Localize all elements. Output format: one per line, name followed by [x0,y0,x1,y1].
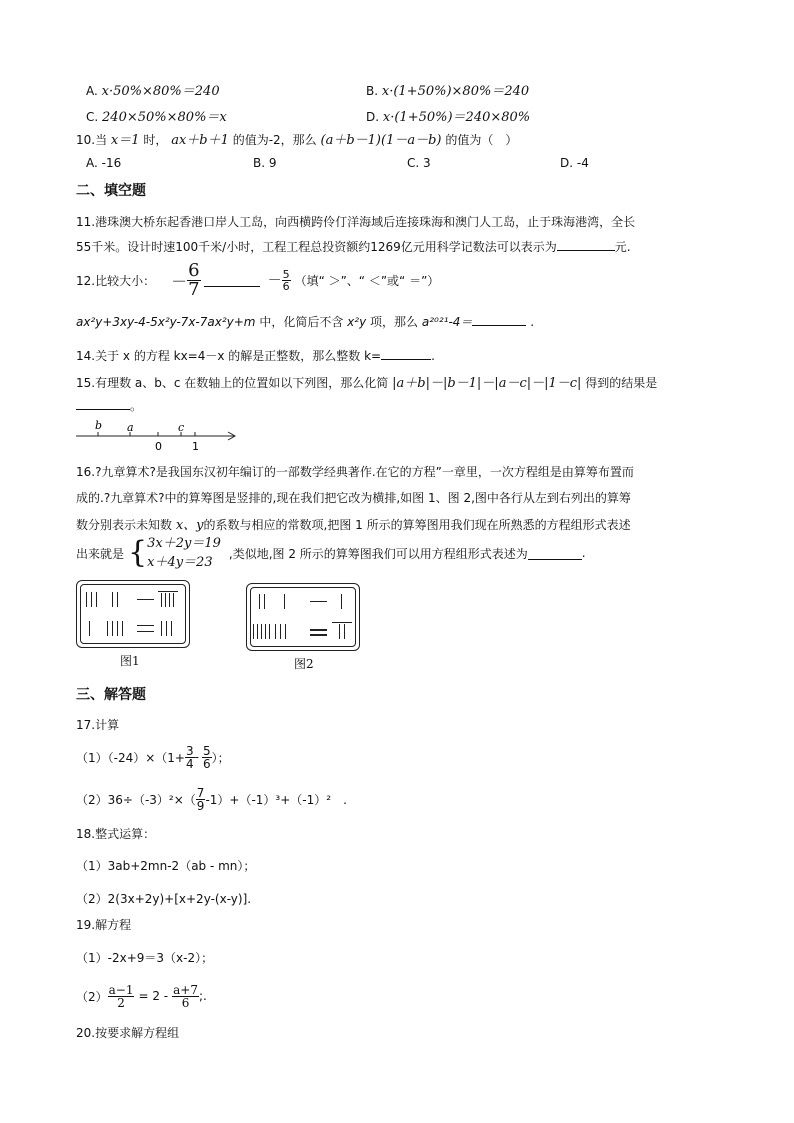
q14-text: . [431,349,435,363]
q16-line1: 16.?九章算术?是我国东汉初年编订的一部数学经典著作.在它的方程”一章里，一次方程组是由算筹布置而 [76,465,634,479]
rod [310,634,327,636]
q10-option-c: C. 3 [407,156,431,170]
fraction-7-9 [196,787,206,812]
q13-term: x²y [347,315,367,329]
q17-text: ）； [211,750,230,765]
label-b: b [95,419,103,432]
answer-blank[interactable] [76,397,130,410]
rod [253,624,254,639]
q11-text: 元. [614,240,631,254]
numerator: 6 [188,259,200,281]
q17-text: -1）+（-1）³+（-1）² . [205,792,347,807]
rod [310,629,327,631]
q14 [76,347,435,364]
q13 [76,313,534,330]
denominator: 6 [172,996,199,1009]
option-expression: x·50%×80%＝240 [101,84,220,99]
rod [161,593,162,607]
rod [161,621,162,636]
q10-math: (a＋b－1)(1－a－b) [320,133,442,148]
rod [344,624,345,639]
answer-blank[interactable] [204,274,260,287]
q13-power: a²⁰²¹-4＝ [421,315,473,329]
option-expression: 240×50%×80%＝x [102,110,227,125]
q12-text: （填“ ＞”、“ ＜”或“ ＝”） [294,273,440,288]
q10-text: 10.当 [76,133,108,147]
figure-2-caption: 图2 [294,657,314,671]
rod [117,592,118,607]
rod [86,592,87,607]
rod [280,624,281,639]
q17-text: （1）（-24）×（1+ [76,750,185,765]
q18-part2: （2）2(3x+2y)+[x+2y-(x-y)]. [76,892,252,906]
q13-text: 项，那么 [370,315,419,329]
numerator: 3 [185,743,194,758]
q16-variables: x、y [175,518,204,533]
q15-text: 15.有理数 a、b、c 在数轴上的位置如以下列图，那么化简 [76,376,389,390]
q13-expression: ax²y+3xy-4-5x²y-7x-7ax²y+m [76,315,256,329]
rod [284,594,285,609]
q12 [76,259,440,300]
rod [265,624,266,639]
q12-text: 12.比较大小： [76,273,156,288]
label-a: a [127,421,134,434]
answer-blank[interactable] [557,238,615,251]
rod [112,592,113,607]
rod [89,621,90,636]
rod [264,594,265,609]
denominator: 4 [185,756,194,771]
rod [165,593,166,607]
q19-text: ;. [198,989,207,1003]
q18-title: 18.整式运算： [76,827,156,841]
q16-text: 的系数与相应的常数项,把图 1 所示的算筹图用我们现在所熟悉的方程组形式表述 [203,518,631,532]
answer-blank[interactable] [528,547,582,560]
answer-blank[interactable] [381,347,431,360]
rod [122,621,123,636]
numerator: a+7 [173,982,198,997]
figure-2-counting-rods [246,583,360,651]
q16-text: . [581,546,586,560]
equation-2: x＋4y＝23 [147,555,213,570]
rod [269,624,270,639]
q11-line2 [76,238,631,255]
answer-blank[interactable] [472,313,526,326]
q16-text: 数分别表示未知数 [76,518,173,532]
rod [275,624,276,639]
number-line [74,418,240,456]
q15-answer-line [76,397,142,414]
q17-part2 [76,783,347,815]
label-c: c [178,421,185,434]
minus-sign: － [171,271,188,291]
option-label: C. [86,110,99,124]
q19-part2 [76,979,207,1013]
figure-1-caption: 图1 [120,654,140,668]
section-heading-solve: 三、解答题 [76,687,146,703]
minus-sign: － [267,273,282,289]
q10-text: 的值为-2，那么 [232,133,317,147]
denominator: 6 [282,279,290,293]
numerator: 7 [196,785,205,800]
rod [91,592,92,607]
q15-text: 。 [130,399,143,413]
option-label: A. [86,84,98,98]
q16-line4 [76,533,586,573]
option-expression: x·(1+50%)＝240×80% [382,110,531,125]
q16-text: 出来就是 [76,546,125,561]
rod [285,624,286,639]
rod [166,621,167,636]
q9-option-c [86,106,227,125]
rod [257,624,258,639]
q17-text: （2）36÷（-3）²×（ [76,792,196,807]
q17-title: 17.计算 [76,718,120,732]
q9-option-b [366,80,529,99]
q16-line2: 成的.?九章算术?中的算筹图是竖排的,现在我们把它改为横排,如图 1、图 2,图中各行从左到右列出的算筹 [76,491,631,505]
q13-text: 中，化简后不含 [259,315,344,329]
denominator: 2 [108,996,135,1009]
q10-option-a: A. -16 [86,156,122,170]
numerator: a−1 [108,982,134,997]
fraction-a-minus-1-over-2 [108,984,135,1009]
q10-stem [76,129,517,148]
denominator: 7 [188,278,200,300]
fraction-6-7 [187,259,200,300]
q17-part1 [76,741,230,773]
figure-1-counting-rods [76,580,190,648]
q9-option-d [366,106,530,125]
q11-text: 55千米。设计时速100千米/小时，工程工程总投资额约1269亿元用科学记数法可以表示为 [76,240,557,254]
rod [137,631,154,632]
q11-line1: 11.港珠澳大桥东起香港口岸人工岛，向西横跨伶仃洋海域后连接珠海和澳门人工岛，止于珠海港湾，全长 [76,215,636,229]
rod [107,621,108,636]
denominator: 6 [202,756,211,771]
section-heading-fill-blank: 二、填空题 [76,183,146,199]
q18-part1: （1）3ab+2mn-2（ab - mn）； [76,859,256,873]
q19-title: 19.解方程 [76,918,132,932]
rod [96,592,97,607]
q10-option-d: D. -4 [560,156,589,170]
rod [261,624,262,639]
option-label: B. [366,84,379,98]
q16-line3 [76,514,631,533]
equation-1: 3x＋2y＝19 [147,536,221,551]
rod [341,594,342,609]
q10-option-b: B. 9 [253,156,277,170]
q15-stem [76,372,657,391]
rod [158,591,178,592]
q15-text: 得到的结果是 [585,376,658,390]
option-label: D. [366,110,380,124]
q10-text: 的值为（ ） [445,133,518,147]
rod [173,593,174,607]
option-expression: x·(1+50%)×80%＝240 [381,84,530,99]
numerator: 5 [282,267,290,281]
q10-math: ax＋b＋1 [171,133,229,148]
rod [339,624,340,639]
rod [171,621,172,636]
rod [310,601,327,602]
denominator: 9 [196,798,205,813]
q9-option-a [86,80,220,99]
fraction-5-6 [202,745,212,770]
rod [137,625,154,626]
fraction-5-6 [282,269,291,292]
label-one: 1 [192,440,199,453]
rod [259,594,260,609]
q15-expression: |a＋b|－|b－1|－|a－c|－|1－c| [392,376,582,391]
q19-text: （2） [76,989,108,1004]
fraction-3-4 [185,745,195,770]
q19-text: = 2 - [138,989,169,1003]
q17-text: - [194,750,199,764]
q19-part1: （1）-2x+9＝3（x-2）； [76,951,214,965]
q20-title: 20.按要求解方程组 [76,1026,180,1040]
q13-text: . [530,315,535,329]
rod [332,622,352,623]
label-zero: 0 [155,440,162,453]
q16-text: ,类似地,图 2 所示的算筹图我们可以用方程组形式表述为 [228,546,528,561]
fraction-a-plus-7-over-6 [172,984,199,1009]
q10-math: x＝1 [110,133,140,148]
left-brace: { [128,535,148,570]
q14-text: 14.关于 x 的方程 kx=4－x 的解是正整数，那么整数 k= [76,349,382,363]
numerator: 5 [202,743,211,758]
rod [137,599,154,600]
rod [117,621,118,636]
rod [169,593,170,607]
q10-text: 时， [143,133,168,147]
equation-system [147,534,221,572]
rod [112,621,113,636]
